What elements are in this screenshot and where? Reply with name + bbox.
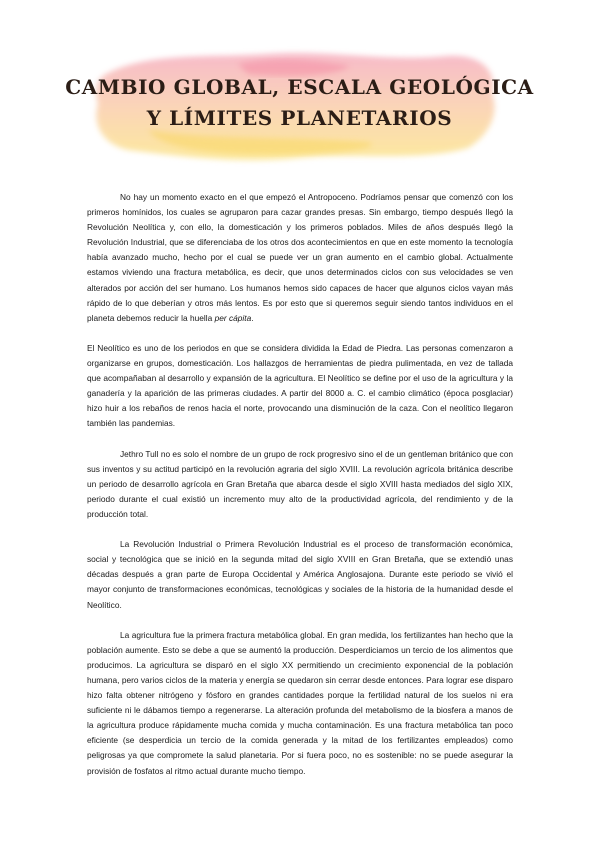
title-line-1: CAMBIO GLOBAL, ESCALA GEOLÓGICA bbox=[65, 75, 534, 99]
paragraph-text: La agricultura fue la primera fractura metabólica global. En gran medida, los fertilizantes han hecho que la población aumente. Esto se debe a que se aumentó la producción. Desperdiciamos un tercio de los alimentos que producimos. La agricultura se disparó en el siglo XX permitiendo un crecimiento exponencial de la población humana, pero varios ciclos de la materia y energía se quedaron sin cerrar desde entonces. Para lograr ese disparo hizo falta obtener nitrógeno y fósforo en grandes cantidades porque la fertilidad natural de los suelos ni era suficiente ni le dábamos tiempo a regenerarse. La alteración profunda del metabolismo de la biosfera a manos de la agricultura produce rápidamente mucha comida y mucha contaminación. Es una fractura metabólica tan poco eficiente (se desperdicia un tercio de la comida generada y la mitad de los fertilizantes empleados) como peligrosas ya que compromete la salud planetaria. Por si fuera poco, no es sostenible: no se puede asegurar la provisión de fosfatos al ritmo actual durante mucho tiempo. bbox=[87, 629, 513, 776]
paragraph-text: La Revolución Industrial o Primera Revolución Industrial es el proceso de transformación económica, social y tecnológica que se inició en la segunda mitad del siglo XVIII en Gran Bretaña, que se extendió unas décadas después a gran parte de Europa Occidental y América Anglosajona. Durante este periodo se vivió el mayor conjunto de transformaciones económicas, tecnológicas y sociales de la historia de la humanidad desde el Neolítico. bbox=[87, 539, 513, 610]
paragraph-antropoceno bbox=[87, 190, 513, 326]
document-body bbox=[87, 190, 513, 794]
paragraph-revolucion-industrial bbox=[87, 537, 513, 612]
paragraph-agricultura bbox=[87, 628, 513, 779]
paragraph-neolitico bbox=[87, 341, 513, 432]
paragraph-text: El Neolítico es uno de los periodos en que se considera dividida la Edad de Piedra. Las personas comenzaron a organizarse en grupos, domesticación. Los hallazgos de herramientas de piedra pulimentada, en vez de tallada que acompañaban al desarrollo y expansión de la agricultura. El Neolítico se define por el uso de la agricultura y la ganadería y la aparición de las primeras ciudades. A partir del 8000 a. C. el cambio climático (época posglaciar) hizo huir a los rebaños de renos hacia el norte, provocando una disminución de la caza. Con el neolítico llegaron también las pandemias. bbox=[87, 342, 513, 429]
paragraph-tail: . bbox=[251, 312, 254, 323]
title-line-2: Y LÍMITES PLANETARIOS bbox=[146, 106, 453, 130]
paragraph-text: Jethro Tull no es solo el nombre de un grupo de rock progresivo sino el de un gentleman británico que con sus inventos y su actitud participó en la revolución agraria del siglo XVIII. La revolución agrícola británica describe un periodo de desarrollo agrícola en Gran Bretaña que abarca desde el siglo XVIII hasta mediados del siglo XIX, periodo durante el cual existió un incremento muy alto de la productividad agrícola, del rendimiento y de la producción total. bbox=[87, 448, 513, 519]
paragraph-jethro-tull bbox=[87, 447, 513, 522]
paragraph-italic: per cápita bbox=[214, 312, 252, 323]
paragraph-text: No hay un momento exacto en el que empezó el Antropoceno. Podríamos pensar que comenzó con los primeros homínidos, los cuales se agruparon para cazar grandes presas. Sin embargo, tiempo después llegó la Revolución Neolítica y, con ello, la domesticación y los primeros poblados. Miles de años después llegó la Revolución Industrial, que se diferenciaba de los otros dos acontecimientos en que en este momento la tecnología había avanzado mucho, hecho por el cual se puede ver un gran aumento en el cambio global. Actualmente estamos viviendo una fractura metabólica, es decir, que unos determinados ciclos con sus velocidades se ven alterados por acción del ser humano. Los humanos hemos sido capaces de hacer que algunos ciclos vayan más rápido de lo que deberían y otros más lentos. Es por esto que si queremos seguir siendo tantos individuos en el planeta debemos reducir la huella bbox=[87, 192, 513, 323]
